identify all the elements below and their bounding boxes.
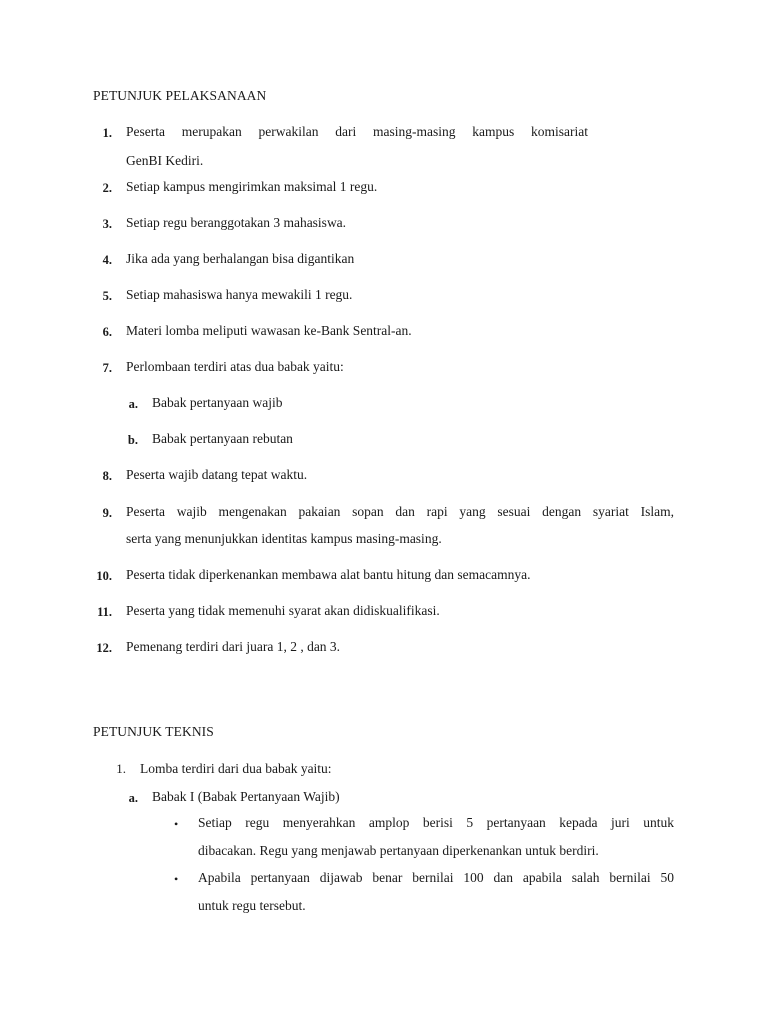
list-number: 10. — [96, 569, 112, 583]
section-heading-petunjuk-teknis: PETUNJUK TEKNIS — [93, 724, 214, 739]
list-number: 1. — [116, 761, 126, 776]
list-number: 11. — [97, 605, 112, 619]
bullet-item-text: Setiap regu menyerahkan amplop berisi 5 pertanyaan kepada juri untuk — [198, 815, 674, 830]
sublist-letter: a. — [128, 397, 138, 411]
list-number: 12. — [96, 641, 112, 655]
sublist-item-text: Babak I (Babak Pertanyaan Wajib) — [152, 789, 340, 804]
bullet-icon: • — [174, 817, 179, 831]
list-number: 5. — [102, 289, 112, 303]
bullet-item-text: Apabila pertanyaan dijawab benar bernilai 100 dan apabila salah bernilai 50 — [198, 870, 674, 885]
section-heading-petunjuk-pelaksanaan: PETUNJUK PELAKSANAAN — [93, 88, 267, 103]
list-item-text: Setiap mahasiswa hanya mewakili 1 regu. — [126, 287, 353, 302]
list-item-text: Lomba terdiri dari dua babak yaitu: — [140, 761, 332, 776]
sublist-letter: a. — [128, 791, 138, 805]
list-item-text: Peserta yang tidak memenuhi syarat akan didiskualifikasi. — [126, 603, 440, 618]
list-item-text: Setiap kampus mengirimkan maksimal 1 regu. — [126, 179, 378, 194]
list-number: 2. — [102, 181, 112, 195]
list-item-text: Peserta wajib datang tepat waktu. — [126, 467, 308, 482]
list-item-text: Perlombaan terdiri atas dua babak yaitu: — [126, 359, 344, 374]
list-number: 7. — [102, 361, 112, 375]
list-item-text: GenBI Kediri. — [126, 153, 204, 168]
list-item-text: serta yang menunjukkan identitas kampus masing-masing. — [126, 531, 442, 546]
list-number: 9. — [102, 506, 112, 520]
list-item-text: Peserta wajib mengenakan pakaian sopan dan rapi yang sesuai dengan syariat Islam, — [126, 504, 674, 519]
list-number: 8. — [102, 469, 112, 483]
bullet-item-text: untuk regu tersebut. — [198, 898, 306, 913]
list-item-text: Peserta merupakan perwakilan dari masing-masing kampus komisariat — [126, 124, 588, 139]
list-number: 4. — [102, 253, 112, 267]
list-item-text: Pemenang terdiri dari juara 1, 2 , dan 3. — [126, 639, 341, 654]
list-item-text: Materi lomba meliputi wawasan ke-Bank Sentral-an. — [126, 323, 412, 338]
list-number: 3. — [102, 217, 112, 231]
list-number: 1. — [102, 126, 112, 140]
list-item-text: Jika ada yang berhalangan bisa digantikan — [126, 251, 355, 266]
list-number: 6. — [102, 325, 112, 339]
bullet-icon: • — [174, 872, 179, 886]
sublist-letter: b. — [127, 433, 138, 447]
list-item-text: Peserta tidak diperkenankan membawa alat bantu hitung dan semacamnya. — [126, 567, 531, 582]
list-item-text: Setiap regu beranggotakan 3 mahasiswa. — [126, 215, 347, 230]
sublist-item-text: Babak pertanyaan wajib — [152, 395, 283, 410]
sublist-item-text: Babak pertanyaan rebutan — [152, 431, 293, 446]
bullet-item-text: dibacakan. Regu yang menjawab pertanyaan diperkenankan untuk berdiri. — [198, 843, 599, 858]
